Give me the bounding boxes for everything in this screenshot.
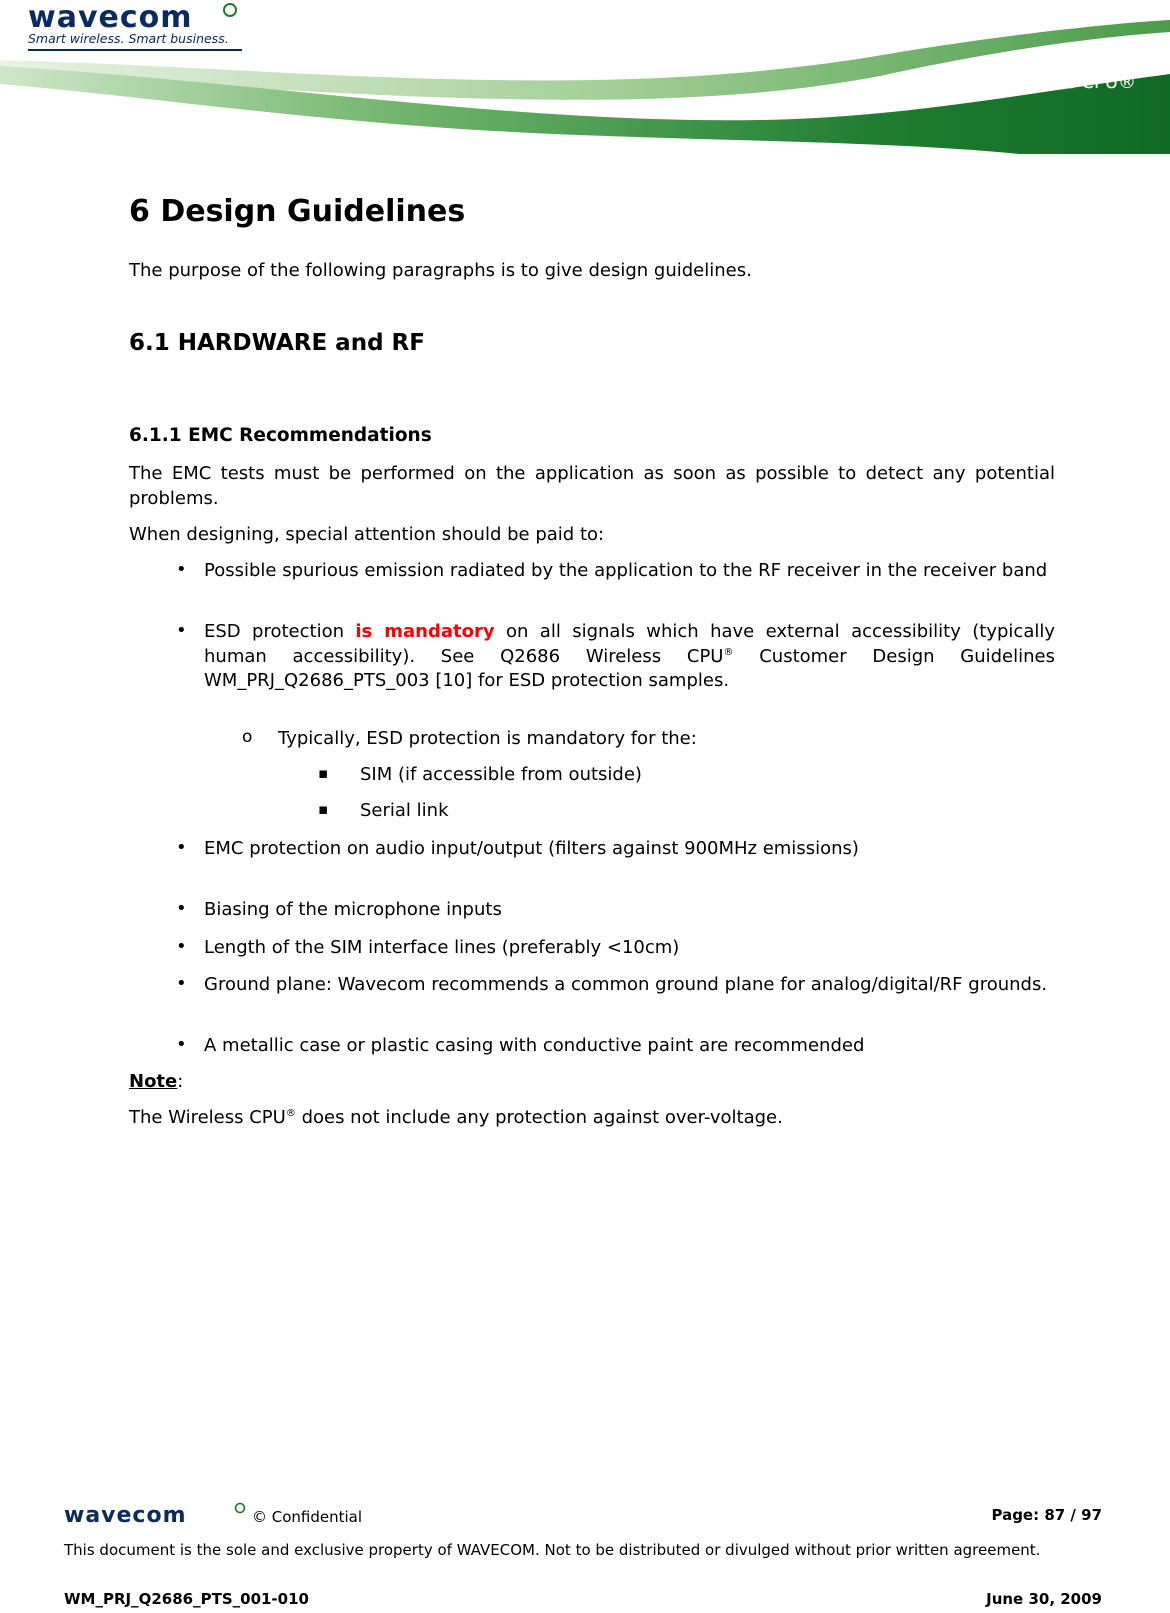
registered-mark: ® — [285, 1108, 296, 1119]
square-bullet-icon: ▪ — [318, 764, 329, 782]
list-item: Biasing of the microphone inputs — [204, 899, 502, 920]
note-text-pre: The Wireless CPU — [129, 1107, 286, 1128]
bullet-icon: • — [176, 936, 187, 957]
list-item: EMC protection on audio input/output (filters against 900MHz emissions) — [204, 838, 859, 859]
list-item: Length of the SIM interface lines (preferably <10cm) — [204, 937, 680, 958]
document-reference: WM_PRJ_Q2686_PTS_001-010 — [64, 1590, 309, 1608]
list-item: Possible spurious emission radiated by the application to the RF receiver in the receiver band — [204, 560, 1048, 581]
section-title: 6 Design Guidelines — [129, 194, 466, 229]
bullet-icon: • — [176, 837, 187, 858]
esd-text-tail: Customer Design Guidelines WM_PRJ_Q2686_PTS_003 [10] for ESD protection samples. — [204, 645, 1055, 691]
registered-mark: ® — [723, 646, 734, 658]
subsection-title: 6.1 HARDWARE and RF — [129, 330, 425, 356]
list-item-esd — [204, 620, 1055, 694]
bullet-icon: • — [176, 559, 187, 580]
sub-list-item: Typically, ESD protection is mandatory for the: — [278, 728, 697, 749]
subsubsection-title: 6.1.1 EMC Recommendations — [129, 425, 432, 446]
logo-tagline: Smart wireless. Smart business. — [28, 31, 229, 46]
bullet-icon: • — [176, 973, 187, 994]
list-item: A metallic case or plastic casing with conductive paint are recommended — [204, 1035, 865, 1056]
sub-sub-list-item: Serial link — [360, 800, 449, 821]
square-bullet-icon: ▪ — [318, 800, 329, 818]
wavecom-logo: wavecom — [28, 0, 193, 35]
note-colon: : — [177, 1071, 184, 1092]
note-label: Note — [129, 1071, 178, 1092]
footer-logo-mark-icon — [234, 1502, 246, 1514]
page-number: Page: 87 / 97 — [991, 1506, 1102, 1524]
esd-text-pre: ESD protection — [204, 621, 345, 642]
list-item: Ground plane: Wavecom recommends a common ground plane for analog/digital/RF grounds. — [204, 974, 1048, 995]
design-paragraph: When designing, special attention should be paid to: — [129, 524, 605, 545]
product-name: Q2686 Wireless CPU® — [934, 72, 1136, 93]
confidentiality-notice: This document is the sole and exclusive property of WAVECOM. Not to be distributed or divulged without prior written agreement. — [64, 1541, 1041, 1559]
mandatory-emphasis: is mandatory — [355, 621, 495, 642]
note-text-post: does not include any protection against over-voltage. — [295, 1107, 783, 1128]
esd-text-post: on all signals which have external accessibility (typically human accessibility). See Q2686 Wireless CPU — [204, 621, 1056, 667]
note-heading — [129, 1070, 183, 1095]
bullet-icon: • — [176, 1034, 187, 1055]
intro-paragraph: The purpose of the following paragraphs is to give design guidelines. — [129, 260, 752, 281]
bullet-icon: • — [176, 898, 187, 919]
bullet-icon: • — [176, 620, 187, 641]
emc-paragraph: The EMC tests must be performed on the application as soon as possible to detect any potential problems. — [129, 463, 1055, 509]
note-paragraph — [129, 1106, 783, 1131]
footer-wavecom-logo: wavecom — [64, 1503, 187, 1528]
document-date: June 30, 2009 — [986, 1590, 1102, 1608]
sub-sub-list-item: SIM (if accessible from outside) — [360, 764, 642, 785]
circle-bullet-icon: o — [242, 727, 253, 747]
confidential-label: © Confidential — [252, 1508, 363, 1526]
